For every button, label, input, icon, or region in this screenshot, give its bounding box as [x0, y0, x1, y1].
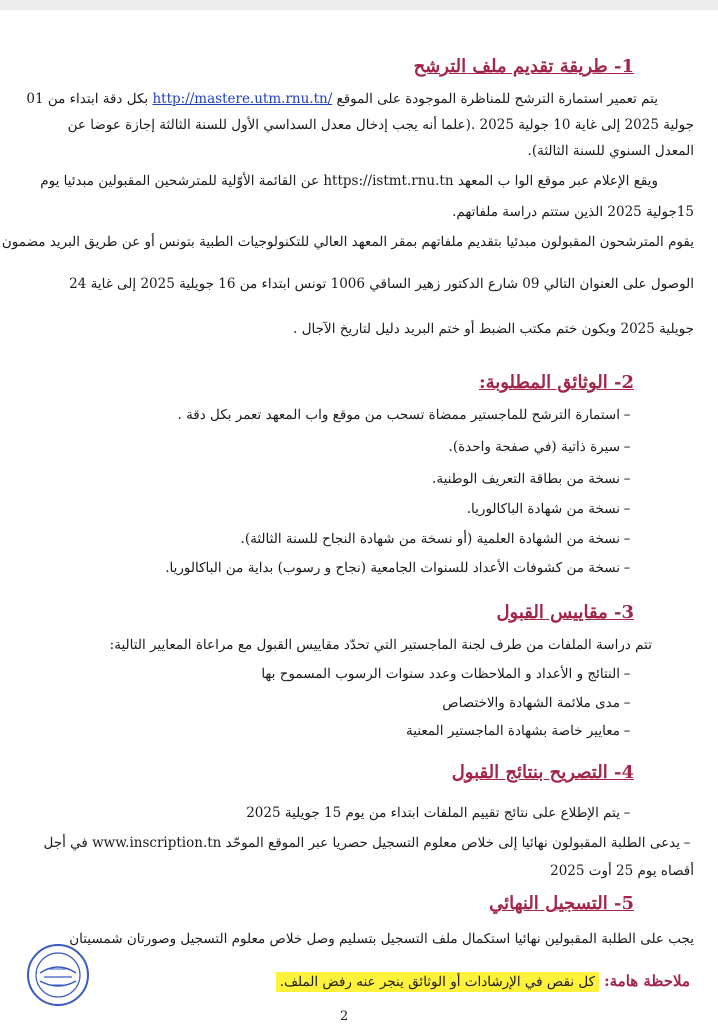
admission-criteria-item: [261, 665, 634, 683]
required-document-item: [177, 406, 634, 424]
section-1-heading: 1- طريقة تقديم ملف الترشح: [413, 56, 634, 77]
section-1-paragraph-3-line-2: الوصول على العنوان التالي 09 شارع الدكتور زهير الساقي 1006 تونس ابتداء من 16 جويلية 2025 إلى غاية 24: [69, 276, 694, 292]
dash-bullet-icon: –: [623, 439, 631, 455]
registration-fee-text-after-url: في أجل: [43, 835, 93, 851]
registration-fee-deadline: أقصاه يوم 25 أوت 2025: [550, 863, 694, 879]
section-1-p2-before-url: ويقع الإعلام عبر موقع الوا ب المعهد: [453, 173, 658, 189]
important-note-text: كل نقص في الإرشادات أو الوثائق ينجر عنه رفض الملف.: [276, 972, 599, 992]
section-1-text-after-link: بكل دقة ابتداء من 01: [26, 91, 153, 107]
section-3-heading: 3- مقاييس القبول: [496, 602, 634, 623]
dash-bullet-icon: –: [623, 407, 631, 423]
section-2-heading: 2- الوثائق المطلوبة:: [478, 372, 634, 393]
required-document-item: [467, 500, 634, 518]
admission-criteria-text: النتائج و الأعداد و الملاحظات وعدد سنوات الرسوب المسموح بها: [261, 666, 620, 682]
required-document-item: [432, 470, 634, 488]
dash-bullet-icon: –: [623, 805, 631, 821]
institute-stamp-icon: [26, 943, 90, 1007]
dash-bullet-icon: –: [623, 501, 631, 517]
required-document-item: [241, 530, 634, 548]
required-document-text: نسخة من كشوفات الأعداد للسنوات الجامعية (نجاح و رسوب) بداية من الباكالوريا.: [165, 560, 620, 576]
section-5-heading: 5- التسجيل النهائي: [489, 893, 634, 914]
required-document-item: [165, 559, 634, 577]
dash-bullet-icon: –: [623, 560, 631, 576]
document-page: [0, 10, 718, 1025]
dash-bullet-icon: –: [623, 723, 631, 739]
inscription-website-url: www.inscription.tn: [92, 835, 222, 851]
page-number: 2: [340, 1009, 349, 1024]
required-document-text: استمارة الترشح للماجستير ممضاة تسحب من موقع واب المعهد تعمر بكل دقة .: [177, 407, 620, 423]
registration-fee-item: [44, 834, 695, 852]
section-1-paragraph-1-line-1: [26, 90, 658, 108]
results-announcement-text: يتم الإطلاع على نتائج تقييم الملفات ابتداء من يوم 15 جويلية 2025: [246, 805, 620, 821]
section-1-paragraph-3-line-3: جويلية 2025 ويكون ختم مكتب الضبط أو ختم البريد دليل لتاريخ الآجال .: [293, 321, 694, 337]
section-3-intro: تتم دراسة الملفات من طرف لجنة الماجستير التي تحدّد مقاييس القبول مع مراعاة المعايير التالية:: [109, 637, 652, 653]
section-4-heading: 4- التصريح بنتائج القبول: [451, 762, 634, 783]
admission-criteria-item: [406, 722, 634, 740]
section-1-paragraph-1-line-3: المعدل السنوي للسنة الثالثة).: [527, 143, 694, 159]
required-document-text: سيرة ذاتية (في صفحة واحدة).: [448, 439, 620, 455]
admission-criteria-text: معايير خاصة بشهادة الماجستير المعنية: [405, 723, 620, 739]
mastere-website-link[interactable]: http://mastere.utm.rnu.tn/: [152, 91, 333, 107]
dash-bullet-icon: –: [623, 531, 631, 547]
registration-fee-text-before-url: يدعى الطلبة المقبولون نهائيا إلى خلاص معلوم التسجيل حصريا عبر الموقع الموحّد: [221, 835, 680, 851]
results-announcement-item: [246, 804, 634, 822]
section-1-text-before-link: يتم تعمير استمارة الترشح للمناظرة الموجودة على الموقع: [332, 91, 658, 107]
section-1-paragraph-1-line-2: جولية 2025 إلى غاية 10 جولية 2025 .(علما أنه يجب إدخال معدل السداسي الأول للسنة الثالثة إجازة عوضا عن: [67, 117, 694, 133]
required-document-item: [449, 438, 634, 456]
section-5-text: يجب على الطلبة المقبولين نهائيا استكمال ملف التسجيل بتسليم وصل خلاص معلوم التسجيل وصورتان شمسيتان: [69, 931, 694, 947]
admission-criteria-text: مدى ملائمة الشهادة والاختصاص: [442, 695, 620, 711]
istmt-website-url: https://istmt.rnu.tn: [323, 173, 454, 189]
dash-bullet-icon: –: [683, 835, 691, 851]
important-note: [276, 971, 690, 990]
section-1-paragraph-2-line-2: 15جولية 2025 الذين ستتم دراسة ملفاتهم.: [452, 204, 694, 220]
important-note-label: ملاحظة هامة:: [604, 972, 690, 990]
required-document-text: نسخة من بطاقة التعريف الوطنية.: [432, 471, 620, 487]
required-document-text: نسخة من الشهادة العلمية (أو نسخة من شهادة النجاح للسنة الثالثة).: [240, 531, 620, 547]
dash-bullet-icon: –: [623, 695, 631, 711]
dash-bullet-icon: –: [623, 471, 631, 487]
section-1-p2-after-url: عن القائمة الأوّلية للمترشحين المقبولين مبدئيا يوم: [40, 173, 324, 189]
required-document-text: نسخة من شهادة الباكالوريا.: [466, 501, 620, 517]
section-1-paragraph-3-line-1: يقوم المترشحون المقبولون مبدئيا بتقديم ملفاتهم بمقر المعهد العالي للتكنولوجيات الطبية بتونس أو عن طريق البريد مضمون: [1, 234, 694, 250]
section-1-paragraph-2-line-1: [40, 172, 658, 190]
admission-criteria-item: [442, 694, 634, 712]
registration-fee-text: [44, 834, 681, 852]
dash-bullet-icon: –: [623, 666, 631, 682]
